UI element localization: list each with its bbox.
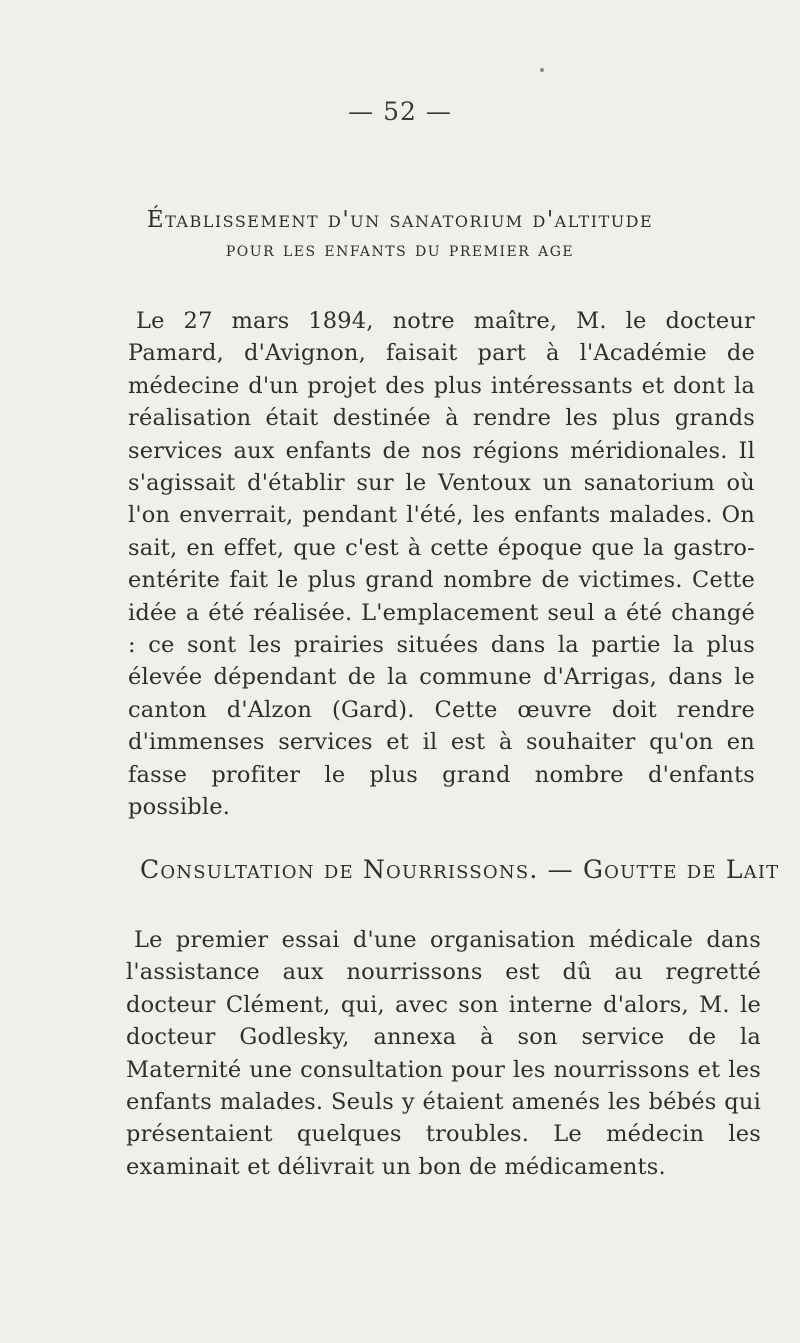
paragraph-consultation: Le premier essai d'une organisation médicale dans l'assistance aux nourrissons est dû au regretté docteur Clément, qui, avec son interne d'alors, M. le docteur Godlesky, annexa à son service de la Maternité une consultation pour les nourrissons et les enfants malades. Seuls y étaient amenés les bébés qui présentaient quelques troubles. Le médecin les examinait et délivrait un bon de médicaments. (126, 927, 761, 1180)
page-number: — 52 — (348, 97, 452, 126)
paragraph-sanatorium: Le 27 mars 1894, notre maître, M. le docteur Pamard, d'Avignon, faisait part à l'Académie de médecine d'un projet des plus intéressants et dont la réalisation était destinée à rendre les plus grands services aux enfants de nos régions méridionales. Il s'agissait d'établir sur le Ventoux un sanatorium où l'on enverrait, pendant l'été, les enfants malades. On sait, en effet, que c'est à cette époque que la gastro-entérite fait le plus grand nombre de victimes. Cette idée a été réalisée. L'emplacement seul a été changé : ce sont les prairies situées dans la partie la plus élevée dépendant de la commune d'Arrigas, dans le canton d'Alzon (Gard). Cette œuvre doit rendre d'immenses services et il est à souhaiter qu'on en fasse profiter le plus grand nombre d'enfants possible. (128, 308, 755, 821)
section-title-consultation: Consultation de Nourrissons. — Goutte de Lait (140, 855, 780, 884)
section-subtitle-sanatorium: pour les enfants du premier age (225, 237, 575, 261)
paper-speck (540, 68, 544, 72)
section-title-sanatorium: Établissement d'un sanatorium d'altitude (146, 207, 654, 233)
